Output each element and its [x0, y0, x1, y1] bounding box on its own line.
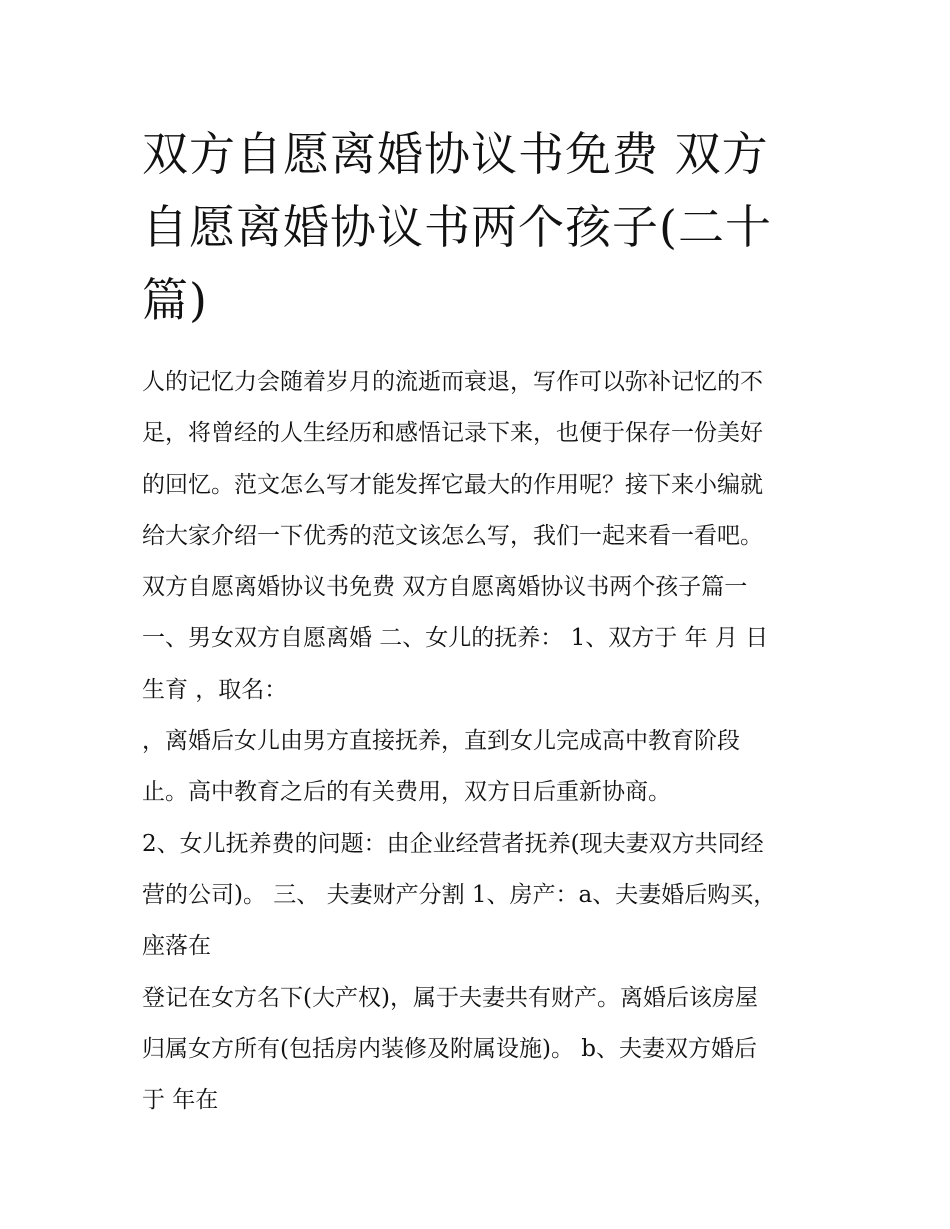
body-line: 于 年在: [142, 1087, 219, 1114]
document-page: [142, 118, 812, 1126]
body-line: 2、女儿抚养费的问题：由企业经营者抚养(现夫妻双方共同经: [142, 830, 764, 857]
body-line: 一、男女双方自愿离婚 二、女儿的抚养： 1、双方于 年 月 日: [142, 625, 769, 652]
document-body: [142, 357, 812, 1126]
title-line: 自愿离婚协议书两个孩子(二十: [142, 200, 772, 254]
body-line: 座落在: [142, 933, 211, 960]
body-line: 登记在女方名下(大产权)，属于夫妻共有财产。离婚后该房屋: [142, 984, 758, 1011]
body-line: 止。高中教育之后的有关费用，双方日后重新协商。: [142, 779, 671, 806]
body-line: 双方自愿离婚协议书免费 双方自愿离婚协议书两个孩子篇一: [142, 574, 748, 601]
title-line: 双方自愿离婚协议书免费 双方: [142, 127, 769, 181]
body-line: 归属女方所有(包括房内装修及附属设施)。 b、夫妻双方婚后: [142, 1035, 757, 1062]
body-line: 生育 ，取名：: [142, 676, 288, 703]
body-line: ，离婚后女儿由男方直接抚养，直到女儿完成高中教育阶段: [142, 728, 740, 755]
body-line: 足，将曾经的人生经历和感悟记录下来，也便于保存一份美好: [142, 420, 763, 447]
body-line: 的回忆。范文怎么写才能发挥它最大的作用呢？接下来小编就: [142, 471, 763, 498]
document-title: [142, 118, 812, 337]
body-line: 人的记忆力会随着岁月的流逝而衰退，写作可以弥补记忆的不: [142, 369, 763, 395]
title-line: 篇): [142, 273, 208, 327]
body-line: 给大家介绍一下优秀的范文该怎么写，我们一起来看一看吧。: [142, 522, 763, 549]
body-line: 营的公司)。 三、 夫妻财产分割 1、房产：a、夫妻婚后购买，: [142, 881, 777, 908]
